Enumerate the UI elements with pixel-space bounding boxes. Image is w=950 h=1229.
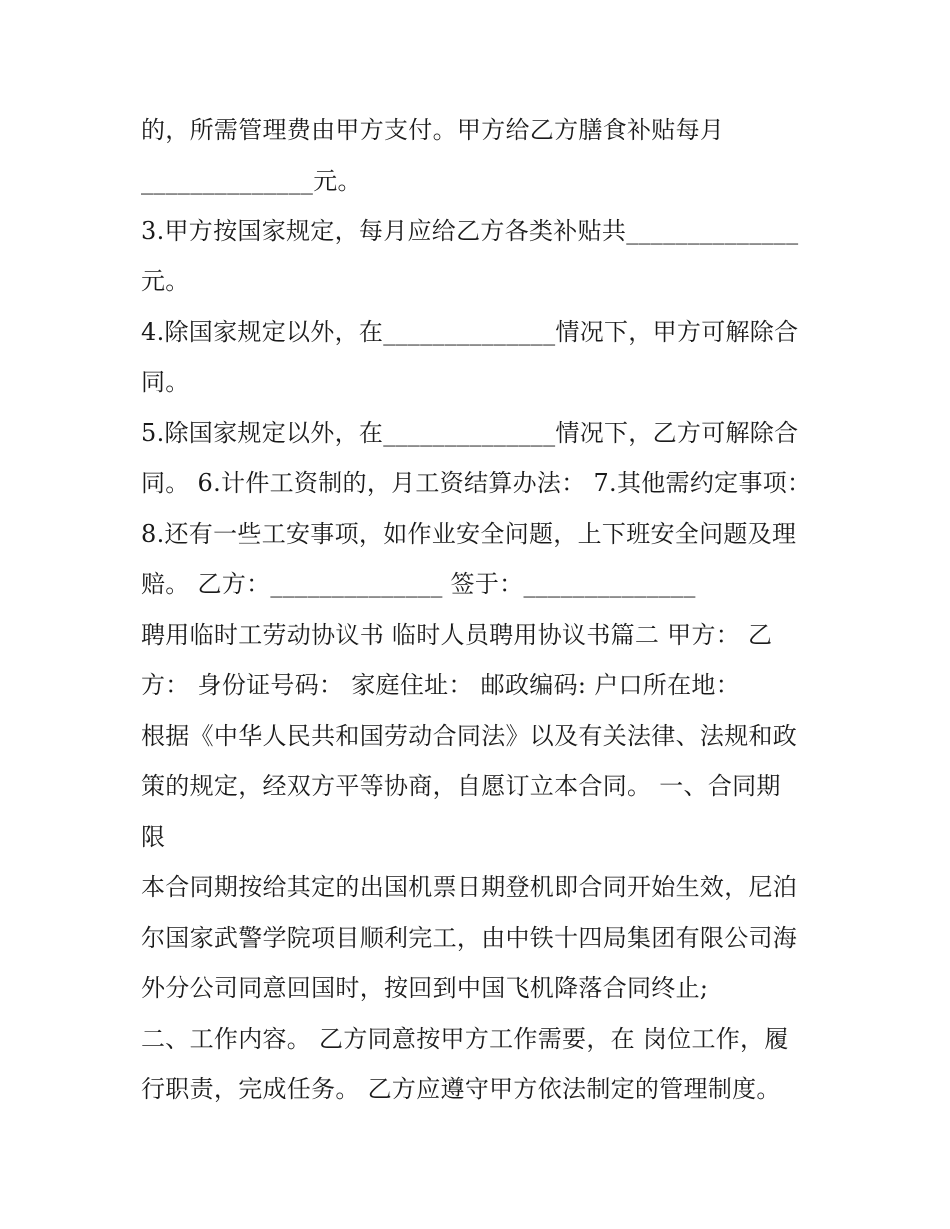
text-line: 同。 [141,368,190,396]
text-line: 4.除国家规定以外，在______________情况下，甲方可解除合 [141,318,799,346]
text-line: 尔国家武警学院项目顺利完工，由中铁十四局集团有限公司海 [141,924,798,952]
text-line: 元。 [141,267,190,295]
text-line: 根据《中华人民共和国劳动合同法》以及有关法律、法规和政 [141,722,798,750]
text-line: 同。 6.计件工资制的，月工资结算办法： 7.其他需约定事项： [141,469,812,497]
text-line: 3.甲方按国家规定，每月应给乙方各类补贴共______________ [141,217,799,245]
text-line: 赔。 乙方：______________ 签于：______________ [141,570,696,598]
text-line: 行职责，完成任务。 乙方应遵守甲方依法制定的管理制度。 [141,1075,781,1103]
text-line: 限 [141,823,166,851]
text-line: 外分公司同意回国时，按回到中国飞机降落合同终止; [141,974,709,1002]
text-line: 二、工作内容。 乙方同意按甲方工作需要，在 岗位工作，履 [141,1025,789,1053]
text-line: ______________元。 [141,167,362,195]
text-line: 8.还有一些工安事项，如作业安全问题，上下班安全问题及理 [141,520,797,548]
text-line: 的，所需管理费由甲方支付。甲方给乙方膳食补贴每月 [141,116,725,144]
text-line: 策的规定，经双方平等协商，自愿订立本合同。 一、合同期 [141,772,781,800]
text-line: 聘用临时工劳动协议书 临时人员聘用协议书篇二 甲方： 乙 [141,621,773,649]
text-line: 本合同期按给其定的出国机票日期登机即合同开始生效，尼泊 [141,873,798,901]
text-line: 5.除国家规定以外，在______________情况下，乙方可解除合 [141,419,799,447]
text-line: 方： 身份证号码： 家庭住址： 邮政编码: 户口所在地： [141,671,740,699]
